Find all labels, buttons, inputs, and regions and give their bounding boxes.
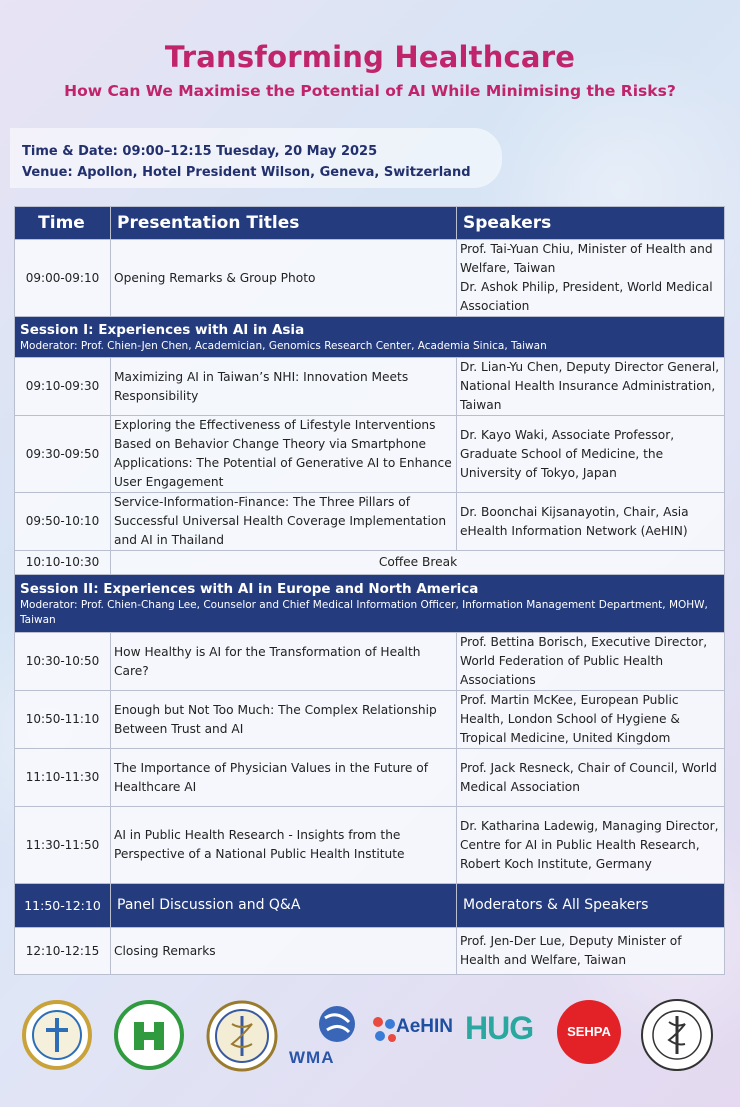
taiwan-medical-association-logo [640,998,714,1072]
session-moderator: Moderator: Prof. Chien-Chang Lee, Counselor and Chief Medical Information Officer, Information Management Department, MOHW, Taiwan [20,598,708,626]
page-title: Transforming Healthcare [164,40,576,74]
table-row [15,358,725,416]
row-speakers: Dr. Boonchai Kijsanayotin, Chair, Asia eHealth Information Network (AeHIN) [457,493,725,551]
table-header [15,207,725,240]
event-info [10,128,502,188]
row-speakers: Dr. Lian-Yu Chen, Deputy Director General, National Health Insurance Administration, Taiwan [457,358,725,416]
row-title: Service-Information-Finance: The Three Pillars of Successful Universal Health Coverage Implementation and AI in Thailand [111,493,457,551]
row-time: 10:30-10:50 [15,633,111,691]
wma-globe-icon [289,1002,359,1046]
session-row [15,317,725,358]
aehin-text: AeHIN [396,1016,454,1037]
coffee-break: Coffee Break [111,551,725,575]
table-row [15,691,725,749]
row-time: 09:30-09:50 [15,416,111,493]
row-time: 09:10-09:30 [15,358,111,416]
table-row [15,749,725,807]
row-time: 11:10-11:30 [15,749,111,807]
session-cell [15,575,725,633]
row-speakers: Prof. Jen-Der Lue, Deputy Minister of Health and Welfare, Taiwan [457,928,725,975]
row-title: Panel Discussion and Q&A [111,884,457,928]
row-title: Opening Remarks & Group Photo [111,240,457,317]
row-speakers: Prof. Bettina Borisch, Executive Director, World Federation of Public Health Associations [457,633,725,691]
wma-logo [289,1002,359,1072]
row-title: The Importance of Physician Values in the Future of Healthcare AI [111,749,457,807]
row-title: Enough but Not Too Much: The Complex Relationship Between Trust and AI [111,691,457,749]
time-date: Time & Date: 09:00–12:15 Tuesday, 20 May 2025 [22,144,378,159]
row-title: Exploring the Effectiveness of Lifestyle Interventions Based on Behavior Change Theory via Smartphone Applications: The Potential of Generative AI to Enhance User Engagement [111,416,457,493]
row-time: 11:30-11:50 [15,807,111,884]
venue: Venue: Apollon, Hotel President Wilson, Geneva, Switzerland [22,165,471,180]
table-row [15,416,725,493]
row-speakers: Prof. Martin McKee, European Public Health, London School of Hygiene & Tropical Medicine, United Kingdom [457,691,725,749]
row-time: 10:50-11:10 [15,691,111,749]
row-title: Closing Remarks [111,928,457,975]
row-time: 12:10-12:15 [15,928,111,975]
session-moderator: Moderator: Prof. Chien-Jen Chen, Academician, Genomics Research Center, Academia Sinica, Taiwan [20,339,547,352]
wma-text: WMA [289,1048,335,1067]
row-title: AI in Public Health Research - Insights from the Perspective of a National Public Health Institute [111,807,457,884]
header-speakers: Speakers [457,207,725,240]
aehin-logo [370,1012,460,1052]
table-row [15,240,725,317]
page-subtitle: How Can We Maximise the Potential of AI While Minimising the Risks? [64,82,676,100]
table-row [15,493,725,551]
row-title: Maximizing AI in Taiwan’s NHI: Innovation Meets Responsibility [111,358,457,416]
row-title: How Healthy is AI for the Transformation of Health Care? [111,633,457,691]
header-titles: Presentation Titles [111,207,457,240]
row-speakers: Prof. Jack Resneck, Chair of Council, World Medical Association [457,749,725,807]
session-cell [15,317,725,358]
agenda-table [14,206,725,975]
row-time: 11:50-12:10 [15,884,111,928]
session-title: Session I: Experiences with AI in Asia [20,321,305,338]
row-speakers: Moderators & All Speakers [457,884,725,928]
panel-row [15,884,725,928]
table-row [15,551,725,575]
table-row [15,633,725,691]
row-time: 09:50-10:10 [15,493,111,551]
row-time: 09:00-09:10 [15,240,111,317]
header-time: Time [15,207,111,240]
medical-association-logo [206,1000,278,1072]
table-row [15,807,725,884]
row-speakers: Dr. Kayo Waki, Associate Professor, Graduate School of Medicine, the University of Tokyo, Japan [457,416,725,493]
logo-strip [0,996,740,1076]
row-speakers: Dr. Katharina Ladewig, Managing Director, Centre for AI in Public Health Research, Robert Koch Institute, Germany [457,807,725,884]
nhi-logo [114,1000,184,1070]
header [0,40,740,100]
hug-logo: HUG [465,1010,534,1046]
table-row [15,928,725,975]
row-speakers: Prof. Tai-Yuan Chiu, Minister of Health and Welfare, Taiwan Dr. Ashok Philip, President, World Medical Association [457,240,725,317]
sehpa-logo: SEHPA [557,1000,621,1064]
row-time: 10:10-10:30 [15,551,111,575]
session-row [15,575,725,633]
session-title: Session II: Experiences with AI in Europe and North America [20,580,479,597]
ministry-health-welfare-logo [22,1000,92,1070]
